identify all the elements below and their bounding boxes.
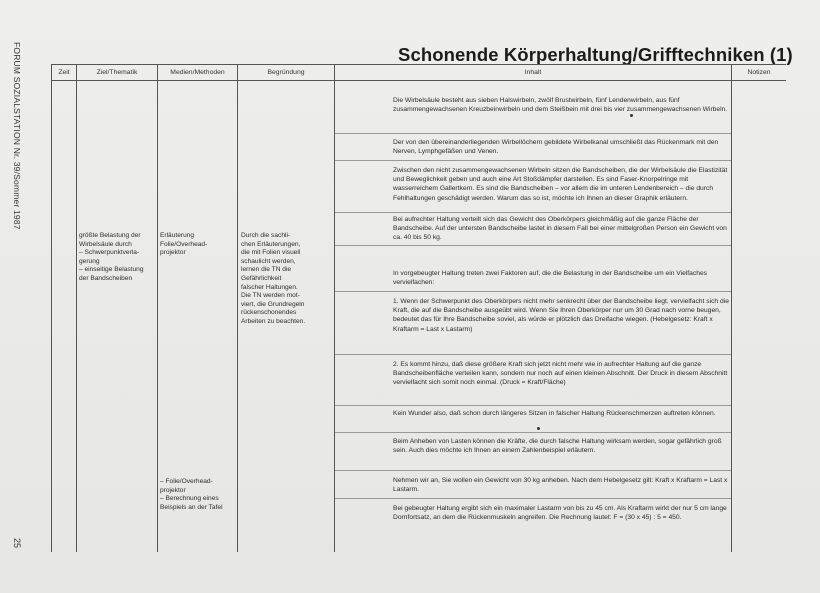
cell-line: viert, die Grundregeln (241, 300, 305, 308)
content-paragraph: Zwischen den nicht zusammengewachsenen Wirbeln sitzen die Bandscheiben, die der Wirbelsäule die Elastizität und Beweglichkeit geben und auch eine Art Stoßdämpfer darstellen. Es sind Faser-Knorpelringe mit wasserreichem Gallertkern. Es sind die Bandscheiben – vor allem die im unteren Lendenbereich – die durch Fehlhaltungen geschädigt werden. Warum das so ist, möchte ich Ihnen an dieser Graphik erläutern. (393, 167, 728, 202)
col-divider (51, 64, 52, 552)
content-paragraph: Nehmen wir an, Sie wollen ein Gewicht von 30 kg anheben. Nach dem Hebelgesetz gilt: Kraft x Kraftarm = Last x Lastarm. (393, 477, 728, 494)
paragraph-rule (335, 212, 731, 213)
header-inhalt: Inhalt (524, 69, 542, 76)
cell-line: falscher Haltungen. (241, 283, 298, 291)
page-number: 25 (12, 537, 23, 549)
medien-cell (160, 232, 236, 258)
col-divider (237, 64, 238, 552)
lesson-plan-table (51, 64, 786, 552)
cell-line: – Berechnung eines (160, 495, 219, 503)
table-top-rule (51, 64, 786, 65)
medien-cell-2 (160, 478, 236, 512)
cell-line: schaulicht werden, (241, 257, 296, 265)
header-notizen: Notizen (747, 69, 771, 76)
paragraph-rule (335, 160, 731, 161)
scan-speck (537, 427, 540, 430)
content-paragraph: Der von den übereinanderliegenden Wirbellöchern gebildete Wirbelkanal umschließt das Rückenmark mit den Nerven, Lymphgefäßen und Venen. (393, 139, 719, 156)
cell-line: projektor (160, 249, 186, 257)
header-medien: Medien/Methoden (170, 69, 225, 76)
publication-info: FORUM SOZIALSTATION Nr. 39/Sommer 1987 (12, 42, 22, 230)
col-divider (157, 64, 158, 552)
cell-line: Folie/Overhead- (160, 240, 208, 248)
header-rule (51, 80, 786, 81)
cell-line: größte Belastung der (79, 232, 141, 239)
header-begruendung: Begründung (267, 69, 305, 76)
cell-line: Durch die sachli- (241, 232, 291, 239)
paragraph-rule (335, 432, 731, 433)
cell-line: gerung (79, 257, 100, 265)
cell-line: Gefährlichkeit (241, 274, 282, 282)
col-divider (334, 64, 335, 552)
cell-line: rückenschonendes (241, 309, 297, 317)
cell-line: lernen die TN die (241, 266, 292, 274)
paragraph-rule (335, 470, 731, 471)
content-paragraph: In vorgebeugter Haltung treten zwei Faktoren auf, die die Belastung in der Bandscheibe um ein Vielfaches vervielfachen: (393, 270, 708, 287)
content-paragraph: 1. Wenn der Schwerpunkt des Oberkörpers nicht mehr senkrecht über der Bandscheibe liegt, vervielfacht sich die Kraft, die auf die Bandscheibe ausgeübt wird. Wenn Sie Ihren Oberkörper nur um 30 Grad nach vorne beugen, bedeutet das für Ihre Bandscheibe soviel, als würde er plötzlich das Dreifache wiegen. (Hebelgesetz: Kraft x Kraftarm = Last x Lastarm) (393, 298, 729, 333)
paragraph-rule (335, 354, 731, 355)
side-publication-label (2, 42, 22, 552)
content-paragraph: Die Wirbelsäule besteht aus sieben Halswirbeln, zwölf Brustwirbeln, fünf Lendenwirbeln, aus fünf zusammengewachsenen Kreuzbeinwirbeln und dem Steißbein mit drei bis vier zusammengewachsenen Wirbeln. (393, 97, 728, 114)
content-paragraph: Beim Anheben von Lasten können die Kräfte, die durch falsche Haltung wirksam werden, sogar gefährlich groß sein. Auch dies möchte ich Ihnen an einem Zahlenbeispiel erläutern. (393, 438, 722, 455)
scan-speck (630, 114, 633, 117)
cell-line: – Folie/Overhead- (160, 478, 213, 485)
cell-line: Wirbelsäule durch (79, 240, 132, 248)
page-title: Schonende Körperhaltung/Grifftechniken (1) (398, 44, 793, 65)
col-divider (76, 64, 77, 552)
cell-line: Arbeiten zu beachten. (241, 317, 306, 325)
cell-line: Die TN werden mot- (241, 292, 300, 300)
cell-line: – einseitige Belastung (79, 266, 144, 274)
ziel-cell (79, 232, 157, 284)
paragraph-rule (335, 405, 731, 406)
paragraph-rule (335, 498, 731, 499)
cell-line: die mit Folien visuell (241, 249, 301, 257)
cell-line: der Bandscheiben (79, 274, 133, 282)
header-ziel: Ziel/Thematik (96, 69, 138, 76)
content-paragraph: Kein Wunder also, daß schon durch längeres Sitzen in falscher Haltung Rückenschmerzen auftreten können. (393, 410, 716, 417)
cell-line: Beispiels an der Tafel (160, 503, 223, 511)
content-paragraph: Bei gebeugter Haltung ergibt sich ein maximaler Lastarm von bis zu 45 cm. Als Kraftarm wirkt der nur 5 cm lange Dornfortsatz, an dem die Rückenmuskeln angreifen. Die Rechnung lautet: F = (30 x 45) : 5 = 450. (393, 505, 727, 522)
header-zeit: Zeit (58, 69, 70, 76)
cell-line: projektor (160, 486, 186, 494)
content-paragraph: Bei aufrechter Haltung verteilt sich das Gewicht des Oberkörpers gleichmäßig auf die ganze Fläche der Bandscheibe. Auf der untersten Bandscheibe lastet in diesem Fall bei einer mittelgroßen Person ein Gewicht von ca. 40 bis 50 kg. (393, 216, 727, 242)
cell-line: Erläuterung (160, 232, 195, 239)
paragraph-rule (335, 291, 731, 292)
cell-line: chen Erläuterungen, (241, 240, 301, 248)
cell-line: – Schwerpunktverla- (79, 249, 140, 257)
content-paragraph: 2. Es kommt hinzu, daß diese größere Kraft sich jetzt nicht mehr wie in aufrechter Haltung auf die ganze Bandscheibenfläche verteilen kann, sondern nur noch auf einen kleinen Abschnitt. Der Druck in diesem Abschnitt vervielfacht sich somit noch einmal. (Druck = Kraft/Fläche) (393, 361, 728, 387)
paragraph-rule (335, 245, 731, 246)
paragraph-rule (335, 133, 731, 134)
begruendung-cell (241, 232, 333, 327)
